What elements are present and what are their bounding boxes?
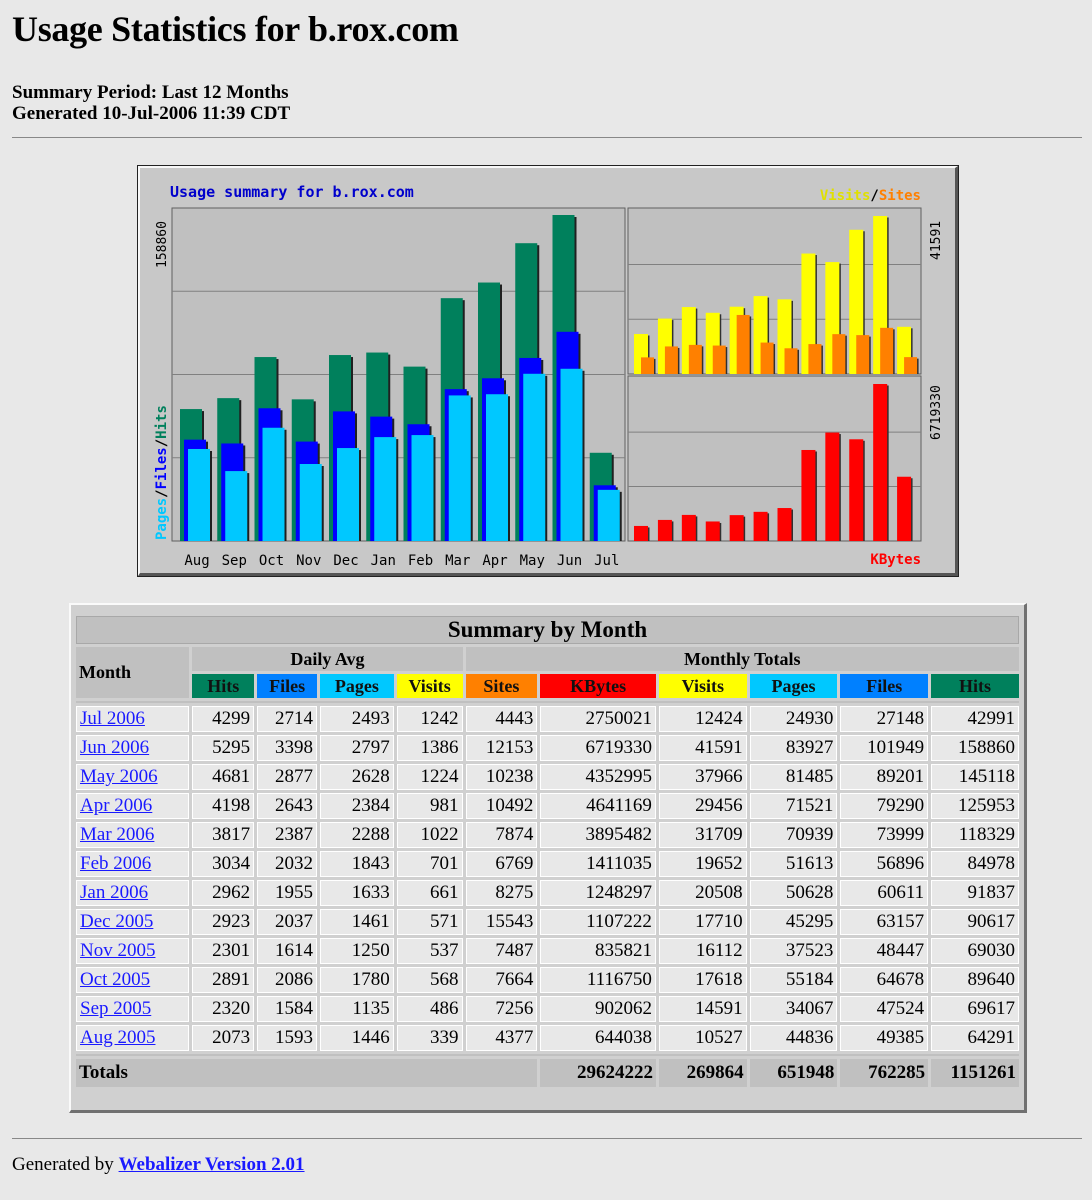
summary-caption: Summary by Month: [76, 616, 1019, 644]
bar-kbytes-jun: [873, 384, 887, 541]
table-cell: 2891: [192, 967, 254, 993]
x-tick-label: Jun: [556, 553, 583, 569]
daily-col-hits: Hits: [192, 674, 254, 698]
bar-pages-feb: [412, 435, 434, 541]
table-cell: 118329: [931, 822, 1019, 848]
monthly-col-hits: Hits: [931, 674, 1019, 698]
svg-text:Pages/Files/Hits: [154, 405, 170, 540]
table-cell: 2037: [257, 909, 317, 935]
x-tick-label: Jan: [370, 553, 396, 569]
table-cell: 1022: [397, 822, 463, 848]
right-bottom-max-label: 6719330: [929, 385, 944, 440]
bar-pages-dec: [337, 448, 359, 541]
table-cell: 89201: [840, 764, 928, 790]
table-cell: 16112: [659, 938, 747, 964]
table-cell: 125953: [931, 793, 1019, 819]
table-cell: 7487: [466, 938, 538, 964]
table-cell: 10527: [659, 1025, 747, 1051]
webalizer-link[interactable]: Webalizer Version 2.01: [118, 1154, 305, 1175]
table-cell: 339: [397, 1025, 463, 1051]
table-cell: 1386: [397, 735, 463, 761]
table-cell: 1955: [257, 880, 317, 906]
table-cell: 2288: [320, 822, 394, 848]
column-header-row: [76, 674, 1019, 698]
table-cell: 56896: [840, 851, 928, 877]
legend-pages: Pages: [154, 497, 170, 540]
table-cell: 5295: [192, 735, 254, 761]
table-cell: 37966: [659, 764, 747, 790]
table-row: [76, 793, 1019, 819]
x-tick-label: Apr: [482, 553, 508, 569]
table-cell: 2962: [192, 880, 254, 906]
table-cell: 1135: [320, 996, 394, 1022]
table-cell: 50628: [750, 880, 838, 906]
table-cell: 1224: [397, 764, 463, 790]
bar-kbytes-nov: [706, 521, 720, 541]
bottom-divider: [12, 1138, 1082, 1139]
usage-chart: [138, 166, 958, 576]
table-cell: 83927: [750, 735, 838, 761]
monthly-col-visits: Visits: [659, 674, 747, 698]
monthly-col-files: Files: [840, 674, 928, 698]
x-tick-label: Feb: [407, 553, 434, 569]
table-cell: 64678: [840, 967, 928, 993]
table-cell: 19652: [659, 851, 747, 877]
table-cell: 644038: [540, 1025, 656, 1051]
left-legend: [154, 405, 170, 540]
table-cell: 2073: [192, 1025, 254, 1051]
monthly-col-pages: Pages: [750, 674, 838, 698]
bar-sites-jun: [880, 328, 893, 374]
bar-sites-jan: [761, 343, 774, 374]
table-cell: 84978: [931, 851, 1019, 877]
chart-title: Usage summary for b.rox.com: [170, 183, 414, 201]
table-cell: 1248297: [540, 880, 656, 906]
daily-col-files: Files: [257, 674, 317, 698]
table-cell: 2877: [257, 764, 317, 790]
table-cell: 60611: [840, 880, 928, 906]
month-cell: [76, 880, 189, 906]
table-cell: 49385: [840, 1025, 928, 1051]
bar-kbytes-oct: [682, 515, 696, 541]
table-row: [76, 909, 1019, 935]
table-row: [76, 706, 1019, 732]
month-cell: [76, 996, 189, 1022]
page-title: Usage Statistics for b.rox.com: [12, 9, 459, 49]
x-tick-label: Oct: [258, 553, 285, 569]
table-cell: 81485: [750, 764, 838, 790]
totals-separator: [76, 1054, 1019, 1056]
table-cell: 661: [397, 880, 463, 906]
table-cell: 73999: [840, 822, 928, 848]
table-cell: 2387: [257, 822, 317, 848]
month-link[interactable]: Feb 2006: [80, 853, 152, 874]
x-tick-label: Nov: [296, 553, 322, 569]
table-cell: 91837: [931, 880, 1019, 906]
x-tick-label: Sep: [221, 553, 247, 569]
table-cell: 145118: [931, 764, 1019, 790]
monthly-col-sites: Sites: [466, 674, 538, 698]
table-cell: 571: [397, 909, 463, 935]
table-cell: 981: [397, 793, 463, 819]
table-cell: 6769: [466, 851, 538, 877]
month-cell: [76, 706, 189, 732]
month-link[interactable]: Jan 2006: [80, 882, 149, 903]
month-link[interactable]: Nov 2005: [80, 940, 156, 961]
summary-by-month: [69, 603, 1027, 1113]
bar-sites-jul: [904, 357, 917, 374]
totals-label: Totals: [76, 1059, 537, 1087]
table-cell: 3895482: [540, 822, 656, 848]
month-link[interactable]: Aug 2005: [80, 1027, 156, 1048]
table-cell: 4198: [192, 793, 254, 819]
table-cell: 1107222: [540, 909, 656, 935]
table-cell: 17618: [659, 967, 747, 993]
table-cell: 14591: [659, 996, 747, 1022]
table-cell: 2301: [192, 938, 254, 964]
right-top-legend: [820, 188, 921, 204]
table-cell: 1780: [320, 967, 394, 993]
legend-visits: Visits: [819, 188, 871, 204]
table-cell: 42991: [931, 706, 1019, 732]
table-cell: 89640: [931, 967, 1019, 993]
month-header: Month: [76, 647, 189, 698]
bar-kbytes-jul: [897, 477, 911, 541]
table-cell: 44836: [750, 1025, 838, 1051]
bar-sites-dec: [737, 315, 750, 374]
table-cell: 4299: [192, 706, 254, 732]
table-cell: 1411035: [540, 851, 656, 877]
bar-pages-oct: [263, 428, 285, 541]
table-row: [76, 735, 1019, 761]
month-cell: [76, 735, 189, 761]
totals-cell: 762285: [840, 1059, 928, 1087]
legend-sep-files-hits: /: [154, 438, 170, 448]
month-link[interactable]: Sep 2005: [80, 998, 152, 1019]
summary-table: [73, 613, 1022, 1090]
month-link[interactable]: Jun 2006: [80, 737, 150, 758]
right-top-max-label: 41591: [929, 220, 944, 260]
table-cell: 1584: [257, 996, 317, 1022]
table-cell: 1614: [257, 938, 317, 964]
bar-kbytes-apr: [825, 433, 839, 541]
table-cell: 7256: [466, 996, 538, 1022]
bar-pages-mar: [449, 395, 471, 541]
table-cell: 1633: [320, 880, 394, 906]
table-cell: 47524: [840, 996, 928, 1022]
usage-chart-svg: [140, 168, 955, 573]
bar-sites-feb: [785, 348, 798, 374]
table-cell: 15543: [466, 909, 538, 935]
x-tick-label: Mar: [445, 553, 471, 569]
table-cell: 1242: [397, 706, 463, 732]
legend-sep-visits-sites: /: [870, 188, 879, 204]
x-tick-label: Dec: [333, 553, 359, 569]
table-cell: 4352995: [540, 764, 656, 790]
legend-sep-pages-files: /: [154, 489, 170, 498]
legend-sites: Sites: [878, 188, 921, 204]
table-cell: 64291: [931, 1025, 1019, 1051]
table-cell: 4641169: [540, 793, 656, 819]
table-cell: 34067: [750, 996, 838, 1022]
bar-pages-aug: [188, 449, 210, 541]
month-cell: [76, 967, 189, 993]
table-cell: 1446: [320, 1025, 394, 1051]
bar-sites-aug: [641, 357, 654, 374]
table-cell: 4377: [466, 1025, 538, 1051]
table-cell: 37523: [750, 938, 838, 964]
table-row: [76, 851, 1019, 877]
legend-files: Files: [154, 447, 170, 490]
table-cell: 2797: [320, 735, 394, 761]
bar-sites-mar: [808, 344, 821, 374]
table-cell: 902062: [540, 996, 656, 1022]
table-cell: 69030: [931, 938, 1019, 964]
table-cell: 90617: [931, 909, 1019, 935]
month-cell: [76, 1025, 189, 1051]
table-cell: 31709: [659, 822, 747, 848]
table-cell: 701: [397, 851, 463, 877]
table-row: [76, 822, 1019, 848]
x-tick-label: Jul: [594, 553, 620, 569]
table-cell: 10492: [466, 793, 538, 819]
summary-period: Summary Period: Last 12 Months: [12, 82, 289, 103]
table-cell: 8275: [466, 880, 538, 906]
table-cell: 2493: [320, 706, 394, 732]
table-cell: 3398: [257, 735, 317, 761]
daily-col-visits: Visits: [397, 674, 463, 698]
month-link[interactable]: May 2006: [80, 766, 158, 787]
table-cell: 2714: [257, 706, 317, 732]
totals-cell: 651948: [750, 1059, 838, 1087]
table-cell: 2320: [192, 996, 254, 1022]
bar-kbytes-dec: [730, 515, 744, 541]
month-cell: [76, 822, 189, 848]
table-cell: 835821: [540, 938, 656, 964]
bar-pages-jul: [598, 490, 620, 541]
table-cell: 45295: [750, 909, 838, 935]
header-separator: [76, 701, 1019, 703]
table-cell: 2923: [192, 909, 254, 935]
month-cell: [76, 909, 189, 935]
legend-kbytes: KBytes: [870, 552, 921, 568]
table-cell: 27148: [840, 706, 928, 732]
month-cell: [76, 938, 189, 964]
table-cell: 7874: [466, 822, 538, 848]
table-cell: 12153: [466, 735, 538, 761]
totals-cell: 269864: [659, 1059, 747, 1087]
table-cell: 10238: [466, 764, 538, 790]
bar-sites-nov: [713, 346, 726, 374]
month-link[interactable]: Dec 2005: [80, 911, 154, 932]
totals-cell: 1151261: [931, 1059, 1019, 1087]
table-row: [76, 967, 1019, 993]
table-row: [76, 996, 1019, 1022]
x-tick-label: Aug: [184, 553, 210, 569]
table-cell: 1843: [320, 851, 394, 877]
bar-kbytes-may: [849, 439, 863, 541]
month-link[interactable]: Oct 2005: [80, 969, 151, 990]
month-link[interactable]: Mar 2006: [80, 824, 155, 845]
table-cell: 55184: [750, 967, 838, 993]
bar-sites-may: [856, 335, 869, 374]
table-cell: 1593: [257, 1025, 317, 1051]
left-max-label: 158860: [155, 221, 170, 268]
table-cell: 63157: [840, 909, 928, 935]
table-cell: 48447: [840, 938, 928, 964]
bar-kbytes-jan: [754, 512, 768, 541]
table-cell: 24930: [750, 706, 838, 732]
month-link[interactable]: Jul 2006: [80, 708, 145, 729]
bar-sites-oct: [689, 345, 702, 374]
table-cell: 1116750: [540, 967, 656, 993]
table-cell: 79290: [840, 793, 928, 819]
table-cell: 69617: [931, 996, 1019, 1022]
table-row: [76, 880, 1019, 906]
x-tick-label: May: [519, 553, 545, 569]
footer: [12, 1154, 305, 1176]
monthly-totals-header: Monthly Totals: [466, 647, 1019, 671]
monthly-col-kbytes: KBytes: [540, 674, 656, 698]
table-cell: 3817: [192, 822, 254, 848]
table-cell: 41591: [659, 735, 747, 761]
bar-pages-jun: [561, 369, 583, 541]
svg-text:Visits/Sites: [820, 188, 921, 204]
table-cell: 101949: [840, 735, 928, 761]
month-cell: [76, 851, 189, 877]
table-row: [76, 1025, 1019, 1051]
table-cell: 3034: [192, 851, 254, 877]
bar-pages-apr: [486, 394, 508, 541]
table-cell: 20508: [659, 880, 747, 906]
table-cell: 158860: [931, 735, 1019, 761]
bar-pages-may: [523, 374, 545, 541]
table-row: [76, 764, 1019, 790]
table-cell: 71521: [750, 793, 838, 819]
table-cell: 2032: [257, 851, 317, 877]
table-cell: 2384: [320, 793, 394, 819]
table-cell: 2750021: [540, 706, 656, 732]
table-cell: 4443: [466, 706, 538, 732]
table-cell: 51613: [750, 851, 838, 877]
bar-kbytes-sep: [658, 520, 672, 541]
table-cell: 2628: [320, 764, 394, 790]
daily-avg-header: Daily Avg: [192, 647, 462, 671]
table-cell: 1250: [320, 938, 394, 964]
bar-sites-sep: [665, 346, 678, 374]
footer-prefix: Generated by: [12, 1154, 114, 1175]
table-cell: 12424: [659, 706, 747, 732]
generated-date: Generated 10-Jul-2006 11:39 CDT: [12, 103, 291, 124]
table-cell: 29456: [659, 793, 747, 819]
table-cell: 486: [397, 996, 463, 1022]
bar-pages-nov: [300, 464, 322, 541]
table-cell: 2643: [257, 793, 317, 819]
daily-col-pages: Pages: [320, 674, 394, 698]
table-cell: 7664: [466, 967, 538, 993]
bar-kbytes-feb: [778, 508, 792, 541]
table-cell: 537: [397, 938, 463, 964]
month-cell: [76, 793, 189, 819]
table-cell: 568: [397, 967, 463, 993]
table-cell: 2086: [257, 967, 317, 993]
month-cell: [76, 764, 189, 790]
bar-kbytes-aug: [634, 526, 648, 541]
table-cell: 70939: [750, 822, 838, 848]
table-row: [76, 938, 1019, 964]
table-cell: 17710: [659, 909, 747, 935]
bar-pages-jan: [374, 437, 396, 541]
report-meta: [12, 82, 290, 124]
bar-pages-sep: [225, 471, 247, 541]
table-cell: 4681: [192, 764, 254, 790]
totals-row: [76, 1059, 1019, 1087]
table-cell: 1461: [320, 909, 394, 935]
month-link[interactable]: Apr 2006: [80, 795, 153, 816]
totals-cell: 29624222: [540, 1059, 656, 1087]
table-cell: 6719330: [540, 735, 656, 761]
bar-kbytes-mar: [801, 450, 815, 541]
legend-hits: Hits: [154, 405, 170, 439]
bar-sites-apr: [832, 334, 845, 374]
top-divider: [12, 137, 1082, 138]
